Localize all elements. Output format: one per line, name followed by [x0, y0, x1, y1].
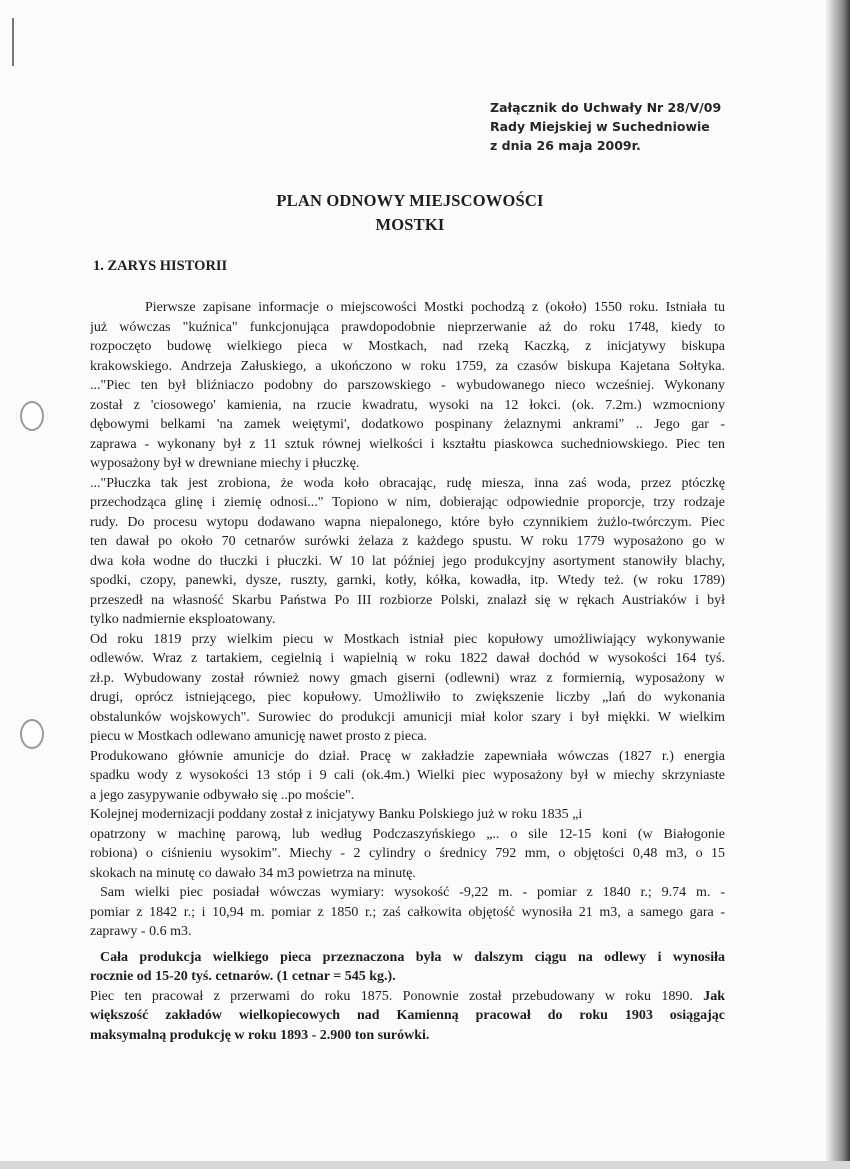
text-line: obstalunków wojskowych". Surowiec do produkcji amunicji miał kolor szary i był miękki. W wielkim	[90, 709, 725, 725]
text-span: Piec ten pracował z przerwami do roku 1875. Ponownie został przebudowany w roku 1890.	[90, 988, 693, 1004]
text-line: opatrzony w machinę parową, lub według Podczaszyńskiego „.. o sile 12-15 koni (w Białogonie	[90, 826, 725, 842]
text-line: krakowskiego. Andrzeja Załuskiego, a ukończono w roku 1759, za czasów biskupa Kajetana Sołtyka.	[90, 358, 725, 374]
text-line: piecu w Mostkach odlewano amunicję nawet prosto z pieca.	[90, 729, 428, 744]
document-title: PLAN ODNOWY MIEJSCOWOŚCI	[276, 191, 544, 210]
text-line: Kolejnej modernizacji poddany został z inicjatywy Banku Polskiego już w roku 1835 „i	[90, 807, 583, 822]
punch-hole-lower	[20, 719, 44, 749]
text-line: ten dawał po około 70 cetnarów surówki żelaza z każdego spustu. W roku 1779 wyposażono go w	[90, 534, 725, 549]
history-text	[90, 298, 725, 1045]
text-line: został z 'ciosowego' kamienia, na rzucie kwadratu, wysoki na 12 łokci. (ok. 7.2m.) wzmocniony	[90, 397, 725, 413]
annex-line: Rady Miejskiej w Suchedniowie	[490, 119, 710, 134]
annex-line: Załącznik do Uchwały Nr 28/V/09	[490, 100, 722, 115]
text-line: przeszedł na własność Skarbu Państwa Po III rozbiorze Polski, znalazł się w rękach Austriaków i był	[90, 592, 725, 608]
text-line: odlewów. Wraz z tartakiem, cegielnią i wapielnią w roku 1822 dawał dochód w wysokości 164 tyś.	[90, 651, 725, 666]
text-line: przechodząca glinę i ziemię odnosi..." Topiono w nim, dobierając odpowiednie proporcje, trzy rodzaje	[90, 495, 725, 510]
text-line-mixed	[90, 987, 725, 1007]
text-line: rozpoczęto budowę wielkiego pieca w Mostkach, nad rzeką Kaczką, z inicjatywy biskupa	[90, 339, 725, 354]
text-line: ..."Piec ten był bliźniaczo podobny do parszowskiego - wybudowanego nieco wcześniej. Wykonany	[90, 378, 725, 393]
text-line: Sam wielki piec posiadał wówczas wymiary: wysokość -9,22 m. - pomiar z 1840 r.; 9.74 m. -	[100, 885, 725, 900]
document-subtitle: MOSTKI	[375, 215, 445, 234]
text-line: skokach na minutę co dawało 34 m3 powietrza na minutę.	[90, 865, 416, 881]
text-line: wyposażony był w drewniane miechy i płuczkę.	[90, 456, 360, 471]
text-line: spodki, czopy, panewki, dysze, ruszty, garnki, kotły, kółka, kowadła, itp. Wtedy też. (w roku 1789)	[90, 573, 725, 588]
text-line: zł.p. Wybudowany został również nowy gmach giserni (odlewni) wraz z formiernią, wyposażony w	[90, 670, 725, 686]
text-line: a jego zasypywanie odbywało się ..po moście".	[90, 787, 355, 803]
scan-mark	[12, 18, 14, 66]
text-line: Od roku 1819 przy wielkim piecu w Mostkach istniał piec kopułowy umożliwiający wykonywanie	[90, 631, 725, 647]
annex-line: z dnia 26 maja 2009r.	[490, 138, 641, 153]
text-line: ..."Płuczka tak jest zrobiona, że woda koło obracając, rudę miesza, inna zaś woda, przez ptóczkę	[90, 475, 725, 491]
text-line: rocznie od 15-20 tyś. cetnarów. (1 cetnar = 545 kg.).	[90, 969, 396, 984]
section-heading: 1. ZARYS HISTORII	[93, 258, 228, 274]
text-line: zaprawy - 0.6 m3.	[90, 924, 192, 939]
text-line: dwa koła wodne do tłuczki i płuczki. W 10 lat później jego produkcyjny asortyment stanowiły blachy,	[90, 553, 725, 569]
text-line: drugi, oprócz istniejącego, piec kopułowy. Umożliwiło to zwiększenie liczby „lań do wykonania	[90, 690, 725, 705]
text-line: pomiar z 1842 r.; i 10,94 m. pomiar z 1850 r.; zaś całkowita objętość wynosiła 21 m3, a samego gara -	[90, 904, 725, 920]
text-line: Pierwsze zapisane informacje o miejscowości Mostki pochodzą z (około) 1550 roku. Istniała tu	[145, 300, 725, 315]
bold-span: Jak	[703, 988, 725, 1004]
scan-edge-right	[826, 0, 850, 1169]
text-line: maksymalną produkcję w roku 1893 - 2.900 ton surówki.	[90, 1027, 430, 1043]
text-line: tylko nadmiernie eksploatowany.	[90, 612, 276, 627]
text-line: dębowymi belkami 'na zamek weiętymi', dodatkowo pospinany żelaznymi ankrami" .. Jego gar -	[90, 417, 725, 432]
scan-edge-bottom	[0, 1161, 850, 1169]
text-line: zaprawa - wykonany był z 11 sztuk równej wielkości i kształtu piaskowca suchedniowskiego. Piec ten	[90, 436, 725, 452]
text-line: już wówczas "kuźnica" funkcjonująca prawdopodobnie nieprzerwanie aż do roku 1748, kiedy to	[90, 319, 725, 335]
text-line: spadku wody z wysokości 13 stóp i 9 cali (ok.4m.) Wielki piec wyposażony był w miechy skrzyniaste	[90, 768, 725, 783]
text-line: robiona) o ciśnieniu wysokim". Miechy - 2 cylindry o średnicy 792 mm, o objętości 0,48 m3, o 15	[90, 846, 725, 861]
text-line: Produkowano głównie amunicje do dział. Pracę w zakładzie zapewniała wówczas (1827 r.) energia	[90, 748, 725, 764]
annex-note	[490, 98, 790, 155]
text-line: Cała produkcja wielkiego pieca przeznaczona była w dalszym ciągu na odlewy i wynosiła	[100, 949, 725, 965]
text-line: większość zakładów wielkopiecowych nad Kamienną pracował do roku 1903 osiągając	[90, 1008, 725, 1023]
punch-hole-upper	[20, 401, 44, 431]
text-line: rudy. Do procesu wytopu dodawano wapna niepalonego, które było czynnikiem żużlo-twórczym. Piec	[90, 514, 725, 530]
